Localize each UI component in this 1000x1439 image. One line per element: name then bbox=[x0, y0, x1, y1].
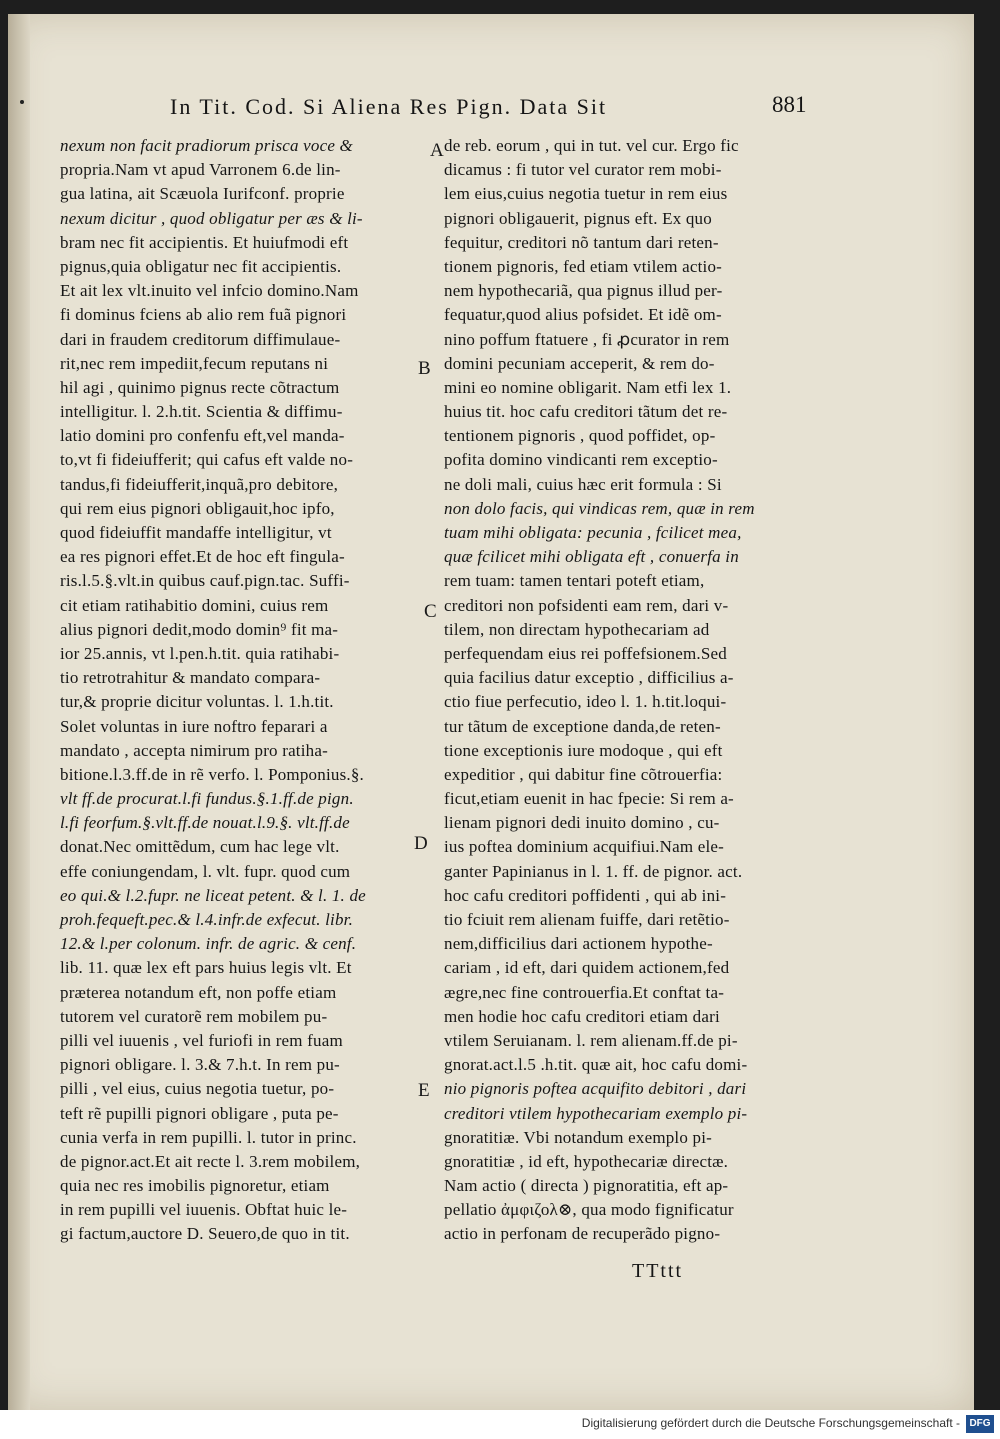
text-line: rit,nec rem impediit,fecum reputans ni bbox=[60, 353, 329, 373]
text-line: vlt ff.de procurat.l.fi fundus.§.1.ff.de pign. bbox=[60, 789, 354, 809]
text-line: tione exceptionis iure modoque , qui eft bbox=[444, 740, 723, 760]
text-line: non dolo facis, qui vindicas rem, quæ in rem bbox=[444, 498, 755, 518]
text-line: cunia verfa in rem pupilli. l. tutor in princ. bbox=[60, 1127, 357, 1147]
text-line: cariam , id eft, dari quidem actionem,fed bbox=[444, 958, 730, 978]
text-line: pignori obligare. l. 3.& 7.h.t. In rem pu- bbox=[60, 1055, 340, 1075]
text-line: de reb. eorum , qui in tut. vel cur. Ergo fic bbox=[444, 136, 739, 155]
funding-notice: Digitalisierung gefördert durch die Deutsche Forschungsgemeinschaft - bbox=[581, 1416, 960, 1430]
text-line: lienam pignori dedi inuito domino , cu- bbox=[444, 813, 720, 833]
text-line: tentionem pignoris , quod poffidet, op- bbox=[444, 426, 716, 446]
text-line: tur,& proprie dicitur voluntas. l. 1.h.tit. bbox=[60, 692, 334, 712]
margin-letter-b: B bbox=[418, 358, 431, 379]
text-line: fequitur, creditori nõ tantum dari reten- bbox=[444, 232, 719, 252]
text-line: pignori obligauerit, pignus eft. Ex quo bbox=[444, 208, 712, 228]
text-line: pellatio ἀμφιζολ⊗, qua modo fignificatur bbox=[444, 1200, 734, 1220]
text-line: vtilem Seruianam. l. rem alienam.ff.de pi- bbox=[444, 1030, 738, 1050]
text-line: tio fciuit rem alienam fuiffe, dari retẽtio- bbox=[444, 910, 730, 929]
text-line: ægre,nec fine controuerfia.Et conftat ta- bbox=[444, 982, 725, 1002]
text-line: fi dominus fciens ab alio rem fuã pignori bbox=[60, 305, 347, 325]
text-line: effe coniungendam, l. vlt. fupr. quod cum bbox=[60, 861, 351, 881]
margin-letter-a: A bbox=[430, 140, 444, 161]
margin-letter-d: D bbox=[414, 833, 428, 854]
text-line: ius poftea dominium acquifiui.Nam ele- bbox=[444, 837, 724, 857]
text-line: gnoratitiæ. Vbi notandum exemplo pi- bbox=[444, 1127, 712, 1147]
text-line: tilem, non directam hypothecariam ad bbox=[444, 619, 710, 639]
text-line: ctio fiue perfecutio, ideo l. 1. h.tit.loqui- bbox=[444, 692, 727, 712]
text-line: ficut,etiam euenit in hac fpecie: Si rem a- bbox=[444, 789, 734, 809]
text-line: dari in fraudem creditorum diffimulaue- bbox=[60, 329, 341, 349]
text-line: nino poffum ftatuere , fi ꝓcurator in rem bbox=[444, 329, 730, 349]
text-line: mini eo nomine obligarit. Nam etfi lex 1. bbox=[444, 377, 732, 397]
text-line: lem eius,cuius negotia tuetur in rem eius bbox=[444, 184, 728, 204]
text-line: ne doli mali, cuius hæc erit formula : Si bbox=[444, 474, 722, 494]
text-line: nem,difficilius dari actionem hypothe- bbox=[444, 934, 713, 954]
text-line: fequatur,quod alius pofsidet. Et idẽ om- bbox=[444, 305, 722, 325]
footer-bar bbox=[0, 1410, 1000, 1439]
text-line: propria.Nam vt apud Varronem 6.de lin- bbox=[60, 160, 341, 180]
text-line: hoc cafu creditori poffidenti , qui ab ini- bbox=[444, 885, 727, 905]
text-line: dicamus : fi tutor vel curator rem mobi- bbox=[444, 160, 722, 180]
text-line: donat.Nec omittẽdum, cum hac lege vlt. bbox=[60, 837, 340, 857]
text-line: domini pecuniam acceperit, & rem do- bbox=[444, 353, 715, 373]
text-line: Nam actio ( directa ) pignoratitia, eft ap- bbox=[444, 1176, 729, 1196]
ink-dot bbox=[20, 100, 24, 104]
text-line: expeditior , qui dabitur fine cõtrouerfia: bbox=[444, 764, 723, 784]
text-line: qui rem eius pignori obligauit,hoc ipfo, bbox=[60, 498, 335, 518]
text-line: l.fi feorfum.§.vlt.ff.de nouat.l.9.§. vlt.ff.de bbox=[60, 813, 350, 833]
text-line: tionem pignoris, fed etiam vtilem actio- bbox=[444, 256, 723, 276]
text-line: tio retrotrahitur & mandato compara- bbox=[60, 668, 321, 688]
text-line: tandus,fi fideiufferit,inquã,pro debitore, bbox=[60, 474, 339, 494]
text-line: bitione.l.3.ff.de in rẽ verfo. l. Pomponius.§. bbox=[60, 764, 364, 784]
text-line: alius pignori dedit,modo domin⁹ fit ma- bbox=[60, 619, 339, 639]
text-line: to,vt fi fideiufferit; qui cafus eft valde no- bbox=[60, 450, 354, 470]
running-head: In Tit. Cod. Si Aliena Res Pign. Data Sit bbox=[170, 94, 608, 119]
text-line: pignus,quia obligatur nec fit accipientis. bbox=[60, 256, 342, 276]
text-line: Et ait lex vlt.inuito vel infcio domino.Nam bbox=[60, 281, 359, 301]
text-line: gnoratitiæ , id eft, hypothecariæ directæ. bbox=[444, 1151, 729, 1171]
page-number: 881 bbox=[772, 92, 807, 117]
text-line: hil agi , quinimo pignus recte cõtractum bbox=[60, 377, 340, 397]
text-line: bram nec fit accipientis. Et huiufmodi eft bbox=[60, 232, 349, 252]
signature-mark: TTttt bbox=[632, 1260, 684, 1282]
text-line: ris.l.5.§.vlt.in quibus cauf.pign.tac. Suffi- bbox=[60, 571, 350, 591]
text-line: quæ fcilicet mihi obligata eft , conuerfa in bbox=[444, 547, 739, 567]
text-line: 12.& l.per colonum. infr. de agric. & cenf. bbox=[60, 934, 357, 954]
text-line: cit etiam ratihabitio domini, cuius rem bbox=[60, 595, 329, 615]
text-line: præterea notandum eft, non poffe etiam bbox=[60, 982, 337, 1002]
text-line: ior 25.annis, vt l.pen.h.tit. quia ratihabi- bbox=[60, 643, 340, 663]
text-line: gua latina, ait Scæuola Iurifconf. proprie bbox=[60, 184, 345, 204]
text-line: quia nec res imobilis pignoretur, etiam bbox=[60, 1176, 330, 1196]
text-line: de pignor.act.Et ait recte l. 3.rem mobilem, bbox=[60, 1151, 361, 1171]
text-line: teft rẽ pupilli pignori obligare , puta pe- bbox=[60, 1103, 339, 1123]
dfg-logo-icon: DFG bbox=[966, 1415, 994, 1433]
text-line: men hodie hoc cafu creditori etiam dari bbox=[444, 1006, 720, 1026]
text-line: intelligitur. l. 2.h.tit. Scientia & diffimu- bbox=[60, 402, 343, 422]
text-line: perfequendam eius rei poffefsionem.Sed bbox=[444, 643, 727, 663]
text-line: creditori vtilem hypothecariam exemplo pi- bbox=[444, 1103, 748, 1123]
right-text-column bbox=[444, 134, 829, 1247]
text-line: tuam mihi obligata: pecunia , fcilicet mea, bbox=[444, 523, 742, 542]
text-line: quod fideiuffit mandaffe intelligitur, vt bbox=[60, 523, 332, 542]
text-line: tutorem vel curatorẽ rem mobilem pu- bbox=[60, 1006, 328, 1026]
text-line: eo qui.& l.2.fupr. ne liceat petent. & l. 1. de bbox=[60, 885, 366, 905]
text-line: in rem pupilli vel iuuenis. Obftat huic le- bbox=[60, 1200, 348, 1220]
text-line: tur tãtum de exceptione danda,de reten- bbox=[444, 716, 721, 736]
text-line: lib. 11. quæ lex eft pars huius legis vlt. Et bbox=[60, 958, 352, 978]
text-line: mandato , accepta nimirum pro ratiha- bbox=[60, 740, 328, 760]
text-line: huius tit. hoc cafu creditori tãtum det re- bbox=[444, 402, 728, 422]
text-line: gi factum,auctore D. Seuero,de quo in tit. bbox=[60, 1224, 350, 1244]
text-line: latio domini pro confenfu eft,vel manda- bbox=[60, 426, 345, 446]
text-line: quia facilius datur exceptio , difficilius a- bbox=[444, 668, 734, 688]
text-line: creditori non pofsidenti eam rem, dari v- bbox=[444, 595, 729, 615]
text-line: ganter Papinianus in l. 1. ff. de pignor. act. bbox=[444, 861, 743, 881]
text-line: gnorat.act.l.5 .h.tit. quæ ait, hoc cafu domi- bbox=[444, 1055, 748, 1075]
text-line: Solet voluntas in iure noftro feparari a bbox=[60, 716, 328, 736]
text-line: nexum dicitur , quod obligatur per æs & li- bbox=[60, 208, 363, 228]
text-line: pofita domino vindicanti rem exceptio- bbox=[444, 450, 718, 470]
text-line: pilli , vel eius, cuius negotia tuetur, po- bbox=[60, 1079, 335, 1099]
left-text-column bbox=[60, 134, 445, 1247]
text-line: nem hypothecariã, qua pignus illud per- bbox=[444, 281, 723, 301]
margin-letter-e: E bbox=[418, 1080, 430, 1101]
text-line: actio in perfonam de recuperãdo pigno- bbox=[444, 1224, 721, 1244]
text-line: ea res pignori effet.Et de hoc eft fingula- bbox=[60, 547, 345, 567]
binding-gutter bbox=[8, 14, 30, 1410]
text-line: nio pignoris poftea acquifito debitori , dari bbox=[444, 1079, 747, 1099]
text-line: proh.fequeft.pec.& l.4.infr.de exfecut. libr. bbox=[60, 910, 354, 929]
margin-letter-c: C bbox=[424, 601, 437, 622]
text-line: pilli vel iuuenis , vel furiofi in rem fuam bbox=[60, 1030, 343, 1050]
text-line: rem tuam: tamen tentari poteft etiam, bbox=[444, 571, 705, 591]
text-line: nexum non facit pradiorum prisca voce & bbox=[60, 136, 353, 155]
